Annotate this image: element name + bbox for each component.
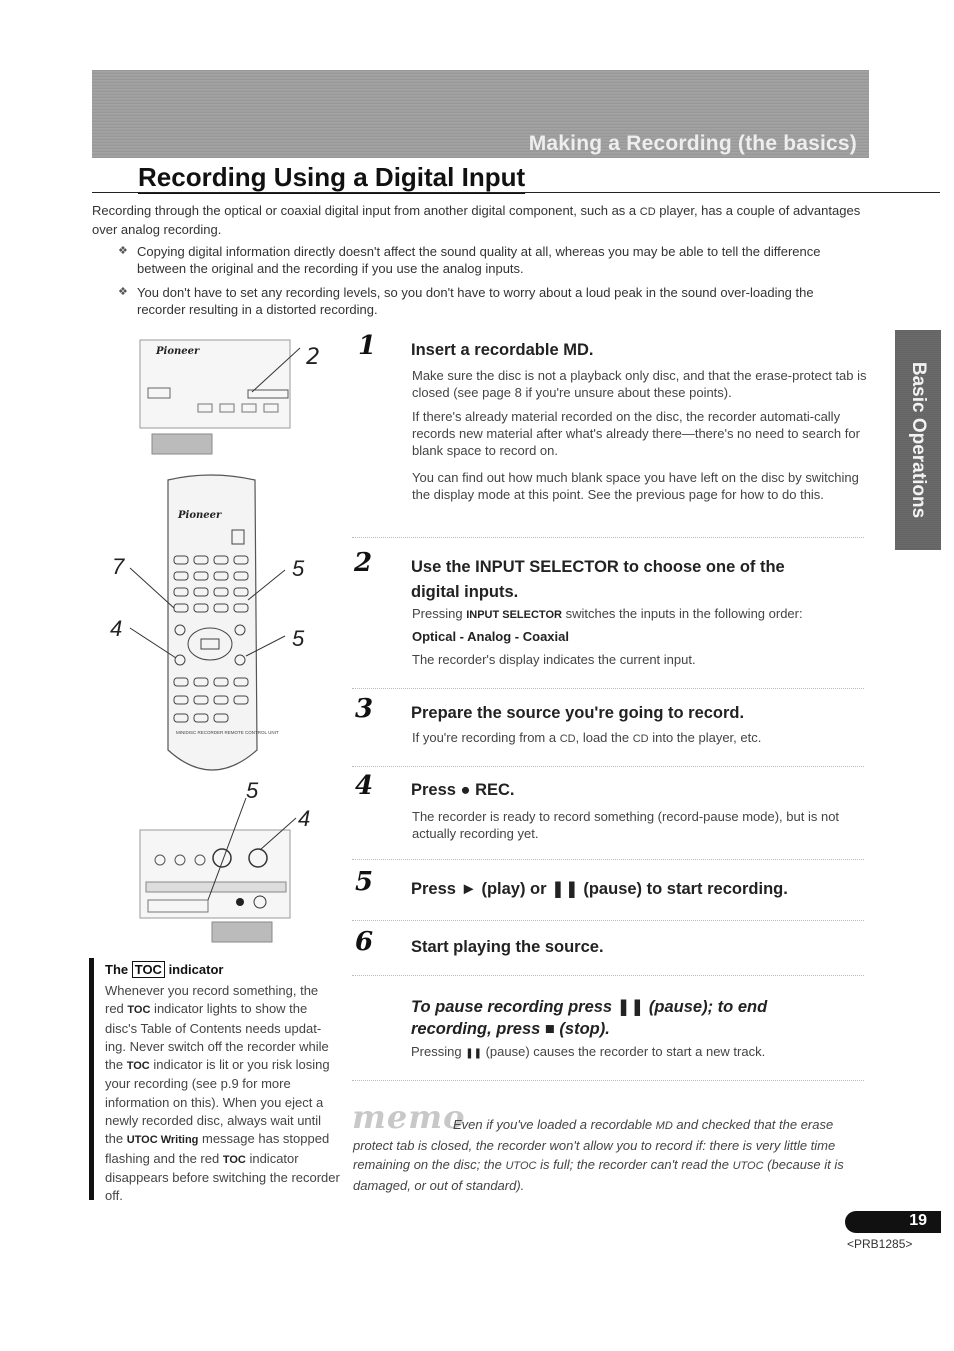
title-rule (92, 192, 940, 193)
divider (352, 537, 864, 538)
step-5-title: Press ► (play) or ❚❚ (pause) to start recording. (411, 880, 788, 898)
step-number-6: 6 (355, 927, 374, 957)
memo-text: Even if you've loaded a recordable MD and checked that the erase protect tab is closed, the recorder won't allow you to record if: there is very little time remaining on the disc; the UTOC is full; the recorder can't read the UTOC (because it is damaged, or out of standard). (353, 1117, 844, 1193)
step-6-title: Start playing the source. (411, 938, 604, 956)
divider (352, 920, 864, 921)
md-recorder-panel-bottom (140, 798, 296, 942)
step-3-body: If you're recording from a CD, load the CD into the player, etc. (412, 730, 762, 745)
intro-paragraph: Recording through the optical or coaxial digital input from another digital component, such as a CD player, has a couple of advantages over analog recording. (92, 203, 861, 237)
brand-logo: Pioneer (156, 346, 200, 357)
toc-heading: The TOC indicator (105, 962, 224, 977)
step-3-title: Prepare the source you're going to record. (411, 704, 745, 722)
pause-stop-heading: To pause recording press ❚❚ (pause); to end recording, press ■ (stop). (411, 998, 768, 1038)
divider (352, 859, 864, 860)
divider (352, 975, 864, 976)
step-2-title-line-2: digital inputs. (411, 583, 519, 601)
page-number-badge: 19 (845, 1211, 941, 1233)
diamond-bullet-icon: ❖ (118, 245, 128, 257)
remote-brand-logo: Pioneer (178, 510, 222, 521)
diamond-bullet-icon: ❖ (118, 286, 128, 298)
remote-caption: MINIDISC RECORDER REMOTE CONTROL UNIT (176, 730, 279, 735)
divider (352, 688, 864, 689)
step-2-title-line-1: Use the INPUT SELECTOR to choose one of the (411, 558, 785, 576)
pause-body: Pressing ❚❚ (pause) causes the recorder to start a new track. (411, 1044, 766, 1059)
step-1-para-1: Make sure the disc is not a playback only disc, and that the erase-protect tab is closed (see page 8 if you're unsure about these points). (412, 368, 867, 400)
step-number-5: 5 (355, 867, 374, 897)
divider (352, 1080, 864, 1081)
step-4-body: The recorder is ready to record something (record-pause mode), but is not actually recording yet. (412, 809, 840, 841)
md-recorder-panel-top (140, 340, 300, 454)
intro-bullet-1: ❖ Copying digital information directly doesn't affect the sound quality at all, whereas you may be able to tell the difference between the original and the recording if you use the analog inputs. (118, 244, 821, 276)
step-number-4: 4 (355, 771, 374, 801)
intro-bullet-2: ❖ You don't have to set any recording levels, so you don't have to worry about a loud peak in the sound over-loading the recorder resulting in a distorted recording. (118, 285, 814, 317)
section-header-band (92, 70, 869, 158)
step-number-1: 1 (358, 331, 377, 361)
page-title: Recording Using a Digital Input (138, 162, 526, 192)
step-1-para-3: You can find out how much blank space you have left on the disc by switching the display mode at this point. See the previous page for how to do this. (412, 470, 859, 502)
section-side-tab: Basic Operations (895, 330, 941, 550)
memo-logo: memo (352, 1098, 466, 1136)
step-2-note: The recorder's display indicates the current input. (412, 652, 696, 667)
section-title: Making a Recording (the basics) (528, 132, 857, 155)
divider (352, 766, 864, 767)
callout-7: 7 (112, 554, 125, 579)
document-code: <PRB1285> (847, 1237, 913, 1251)
device-illustration (100, 330, 340, 950)
step-number-3: 3 (355, 694, 374, 724)
callout-4: 4 (110, 616, 123, 641)
toc-body: Whenever you record something, the red TOC indicator lights to show the disc's Table of Contents needs updat-ing. Never switch off the recorder while the TOC indicator is lit or you risk losing your recording (see p.9 for more information on this). When you eject a newly recorded disc, always wait until the UTOC Writing message has stopped flashing and the red TOC indicator disappears before switching the recorder off. (105, 983, 340, 1204)
callout-5-panel: 5 (246, 778, 259, 803)
step-4-title: Press ● REC. (411, 781, 515, 799)
step-1-para-2: If there's already material recorded on the disc, the recorder automati-cally records new material after what's already there—there's no need to search for blank space to record on. (412, 409, 860, 458)
callout-4-panel: 4 (298, 806, 311, 831)
step-1-title: Insert a recordable MD. (411, 341, 594, 359)
callout-2: 2 (306, 345, 320, 370)
remote-control (130, 475, 285, 770)
input-order: Optical - Analog - Coaxial (412, 629, 569, 644)
step-number-2: 2 (354, 548, 373, 578)
toc-sidebar-bar (89, 958, 94, 1200)
callout-5-upper: 5 (292, 556, 305, 581)
step-2-body: Pressing INPUT SELECTOR switches the inputs in the following order: (412, 606, 803, 621)
callout-5-lower: 5 (292, 626, 305, 651)
